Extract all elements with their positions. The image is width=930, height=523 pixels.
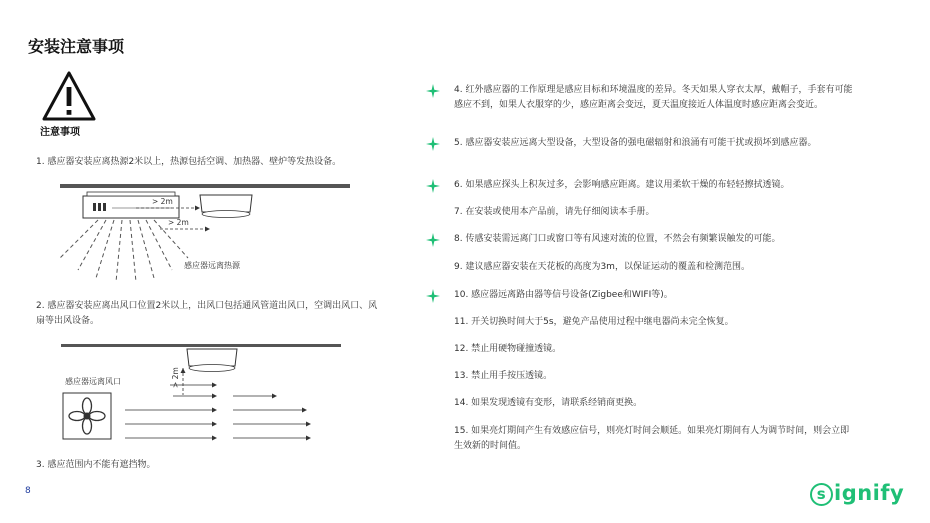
- signify-logo: s ignify: [810, 481, 904, 506]
- list-item: 5. 感应器安装应远离大型设备，大型设备的强电磁辐射和浪涌有可能干扰或损坏到感应器。: [454, 136, 854, 151]
- diagram1-caption: 感应器远离热源: [184, 261, 240, 270]
- instruction-1: 1. 感应器安装应离热源2米以上，热源包括空调、加热器、壁炉等发热设备。: [36, 157, 342, 167]
- list-item: 10. 感应器远离路由器等信号设备(Zigbee和WIFI等)。: [454, 288, 854, 303]
- diagram2-caption: 感应器远离风口: [65, 377, 121, 386]
- distance-label-a: > 2m: [152, 197, 173, 206]
- warning-triangle-icon: [42, 70, 96, 122]
- air-outlet-diagram: [55, 340, 365, 445]
- heat-radiation-lines: [60, 220, 188, 282]
- list-item: 9. 建议感应器安装在天花板的高度为3m，以保证运动的覆盖和检测范围。: [454, 262, 750, 272]
- airflow-arrows: [125, 385, 307, 438]
- instruction-2: 2. 感应器安装应离出风口位置2米以上，出风口包括通风管道出风口，空调出风口、风扇等出风设备。: [36, 301, 378, 326]
- ceiling-line: [60, 184, 350, 188]
- page-number: 8: [25, 486, 31, 496]
- instruction-3: 3. 感应范围内不能有遮挡物。: [36, 460, 156, 470]
- fan-icon: [63, 393, 111, 439]
- list-item: 8. 传感安装需远离门口或窗口等有风速对流的位置，不然会有频繁误触发的可能。: [454, 232, 854, 247]
- list-item: 6. 如果感应探头上积灰过多，会影响感应距离。建议用柔软干燥的布轻轻擦拭透镜。: [454, 178, 854, 193]
- distance-label: > 2m: [171, 367, 180, 388]
- list-item: 7. 在安装或使用本产品前，请先仔细阅读本手册。: [454, 207, 655, 217]
- sensor-icon: [187, 349, 237, 372]
- sensor-icon: [200, 195, 252, 218]
- four-point-star-icon: [426, 289, 440, 303]
- list-item: 11. 开关切换时间大于5s，避免产品使用过程中继电器尚未完全恢复。: [454, 317, 734, 327]
- heat-source-diagram: [40, 178, 360, 288]
- list-item: 13. 禁止用手按压透镜。: [454, 371, 553, 381]
- four-point-star-icon: [426, 179, 440, 193]
- distance-label-b: > 2m: [168, 218, 189, 227]
- four-point-star-icon: [426, 84, 440, 98]
- warning-label: 注意事项: [40, 127, 80, 138]
- list-item: 15. 如果亮灯期间产生有效感应信号，则亮灯时间会顺延。如果亮灯期间有人为调节时间，则会立即生效新的时间值。: [454, 426, 850, 451]
- list-item: 4. 红外感应器的工作原理是感应目标和环境温度的差异。冬天如果人穿衣太厚，戴帽子，手套有可能感应不到，如果人衣服穿的少，感应距离会变远，夏天温度接近人体温度时感应距离会变近。: [454, 83, 854, 113]
- four-point-star-icon: [426, 137, 440, 151]
- four-point-star-icon: [426, 233, 440, 247]
- list-item: 14. 如果发现透镜有变形，请联系经销商更换。: [454, 398, 643, 408]
- page-title: 安装注意事项: [28, 37, 125, 56]
- list-item: 12. 禁止用硬物碰撞透镜。: [454, 344, 562, 354]
- ceiling-line: [61, 344, 341, 347]
